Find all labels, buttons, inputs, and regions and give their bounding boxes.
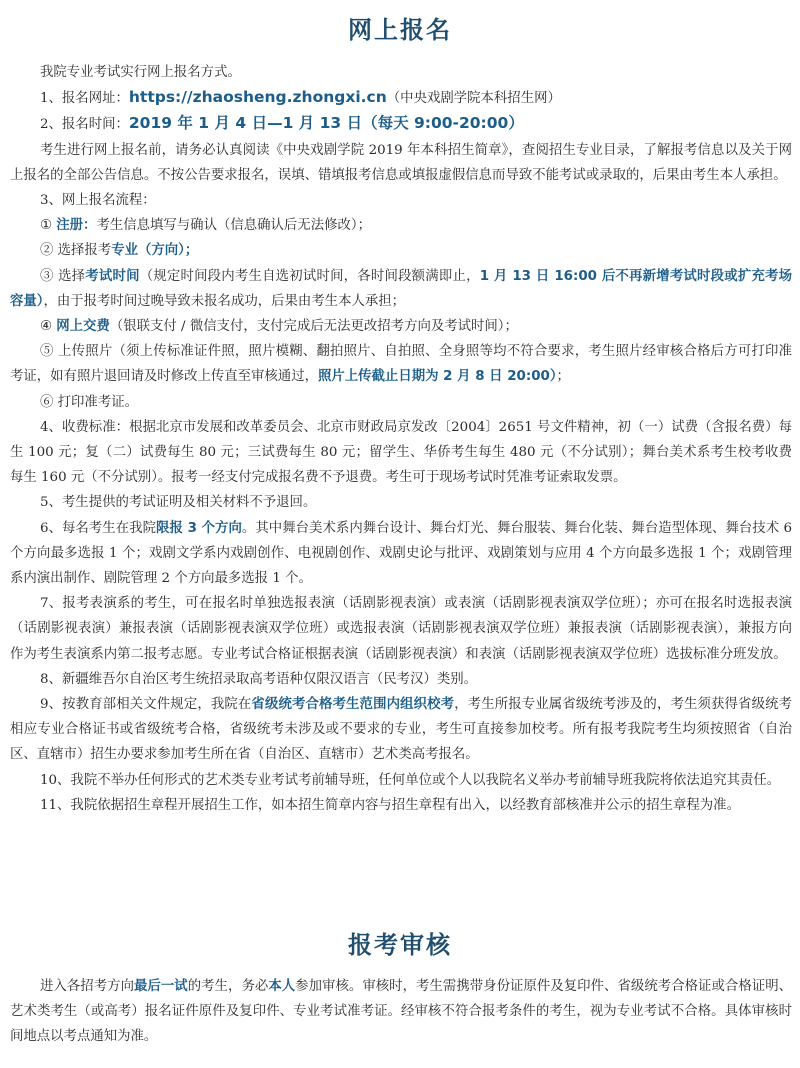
label: 1、报名网址： xyxy=(40,91,129,107)
item-text: 。其中舞台美术系内舞台设计、舞台灯光、舞台服装、舞台化装、舞台造型体现、舞台技术 6 个方向最多选报 1 个；戏剧文学系内戏剧创作、电视剧创作、戏剧史论与批评、戏剧策划与应用 4 个方向最多选报 1 个；戏剧管理系内演出制作、剧院管理 2 个方向最多选报 1 个。 xyxy=(10,520,792,587)
step-number: ⑥ xyxy=(40,394,54,410)
deadline-highlight: 1 月 13 日 16:00 后不再新增考试时段或扩充考场容量） xyxy=(10,268,793,309)
item-text: 的考生，务必 xyxy=(187,979,269,994)
item-provincial-exam xyxy=(10,692,792,768)
step-number: ③ xyxy=(40,268,54,284)
item-text: 9、按教育部相关文件规定，我院在 xyxy=(40,697,252,713)
step-text: ，由于报考时间过晚导致未报名成功，后果由考生本人承担； xyxy=(43,293,406,309)
step-text: 打印准考证。 xyxy=(57,394,138,410)
step-highlight: 注册： xyxy=(56,218,97,234)
item-registration-time xyxy=(10,111,792,137)
section-title: 报考审核 xyxy=(348,930,452,959)
step-text: ； xyxy=(556,369,570,385)
step-highlight: 考试时间 xyxy=(85,268,140,284)
step-text: 选择 xyxy=(58,268,86,284)
item-xinjiang: 8、新疆维吾尔自治区考生统招录取高考语种仅限汉语言（民考汉）类别。 xyxy=(40,671,478,687)
item-registration-url xyxy=(10,85,792,111)
item-text: ，考生所报专业属省级统考涉及的，考生须获得省级统考相应专业合格证书或省级统考合格，省级统考未涉及或不要求的专业，考生可直接参加校考。所有报考我院考生均须按照省（自治区、直辖市）招生办要求参加考生所在省（自治区、直辖市）艺术类高考报名。 xyxy=(10,697,792,763)
registration-body xyxy=(10,60,792,818)
item-highlight: 省级统考合格考生范围内组织校考 xyxy=(251,697,455,713)
review-body xyxy=(10,974,792,1050)
step-number: ② xyxy=(40,243,54,259)
step-text: 上传照片（须上传标准证件照，照片模糊、翻拍照片、自拍照、全身照等均不符合要求，考生照片经审核合格后方可打印准考证，如有照片退回请及时修改上传直至审核通过， xyxy=(10,344,793,385)
item-text: 6、每名考生在我院 xyxy=(40,520,157,536)
section-online-registration xyxy=(0,10,800,45)
item-highlight: 限报 3 个方向 xyxy=(156,520,242,536)
notice-paragraph: 考生进行网上报名前，请务必认真阅读《中央戏剧学院 2019 年本科招生简章》，查阅招生专业目录，了解报考信息以及关于网上报名的全部公告信息。不按公告要求报名，误填、错填报考信息或填报虚假信息而导致不能考试或录取的，后果由考生本人承担。 xyxy=(10,142,792,183)
step-register xyxy=(10,213,792,238)
step-number: ⑤ xyxy=(40,344,54,360)
step-number: ④ xyxy=(40,319,53,335)
step-upload-photo xyxy=(10,339,792,389)
item-process-heading: 3、网上报名流程： xyxy=(40,193,156,209)
item-text: 参加审核。审核时，考生需携带身份证原件及复印件、省级统考合格证或合格证明、艺术类考生（或高考）报名证件原件及复印件、专业考试准考证。经审核不符合报考条件的考生，视为专业考试不合格。具体审核时间地点以考点通知为准。 xyxy=(10,979,793,1045)
step-highlight: 专业（方向）； xyxy=(111,243,199,259)
step-print-ticket xyxy=(10,390,792,415)
review-paragraph xyxy=(10,974,792,1050)
step-text: （银联支付 / 微信支付，支付完成后无法更改招考方向及考试时间）； xyxy=(109,319,518,335)
section-review xyxy=(0,925,800,960)
step-number: ① xyxy=(40,218,53,234)
label: 2、报名时间： xyxy=(40,117,129,133)
step-select-time xyxy=(10,264,792,314)
item-materials: 5、考生提供的考试证明及相关材料不予退回。 xyxy=(40,495,317,511)
registration-url-link[interactable]: https://zhaosheng.zhongxi.cn xyxy=(128,88,387,107)
step-highlight: 网上交费 xyxy=(56,319,110,335)
section-title: 网上报名 xyxy=(348,15,452,44)
item-highlight: 本人 xyxy=(268,979,296,994)
item-charter: 11、我院依据招生章程开展招生工作，如本招生简章内容与招生章程有出入，以经教育部核准并公示的招生章程为准。 xyxy=(40,797,740,813)
step-text: 考生信息填写与确认（信息确认后无法修改）； xyxy=(96,218,371,234)
url-note: （中央戏剧学院本科招生网） xyxy=(386,91,561,107)
step-select-major xyxy=(10,238,792,263)
step-payment xyxy=(10,314,792,339)
step-text: （规定时间段内考生自选初试时间，各时间段额满即止， xyxy=(139,268,480,284)
registration-time-value: 2019 年 1 月 4 日—1 月 13 日（每天 9:00-20:00） xyxy=(128,114,524,133)
item-no-tutoring: 10、我院不举办任何形式的艺术类专业考试考前辅导班，任何单位或个人以我院名义举办考前辅导班我院将依法追究其责任。 xyxy=(40,772,781,788)
item-acting-dept: 7、报考表演系的考生，可在报名时单独选报表演（话剧影视表演）或表演（话剧影视表演双学位班）；亦可在报名时选报表演（话剧影视表演）兼报表演（话剧影视表演双学位班）或选报表演（话剧影视表演双学位班）兼报表演（话剧影视表演），兼报方向作为考生表演系内第二报考志愿。专业考试合格证根据表演（话剧影视表演）和表演（话剧影视表演双学位班）选拔标准分班发放。 xyxy=(10,596,792,662)
item-fees: 4、收费标准：根据北京市发展和改革委员会、北京市财政局京发改〔2004〕2651 号文件精神，初（一）试费（含报名费）每生 100 元；复（二）试费每生 80 元；三试费每生 80 元；留学生、华侨考生每生 480 元（不分试别）；舞台美术系考生校考收费每生 160 元（不分试别）。报考一经支付完成报名费不予退费。考生可于现场考试时凭准考证索取发票。 xyxy=(10,419,792,486)
item-highlight: 最后一试 xyxy=(134,979,188,994)
step-text: 选择报考 xyxy=(57,243,112,259)
item-direction-limit xyxy=(10,516,792,592)
intro-text: 我院专业考试实行网上报名方式。 xyxy=(40,65,241,80)
item-text: 进入各招考方向 xyxy=(40,979,135,994)
deadline-highlight: 照片上传截止日期为 2 月 8 日 20:00） xyxy=(317,369,557,385)
